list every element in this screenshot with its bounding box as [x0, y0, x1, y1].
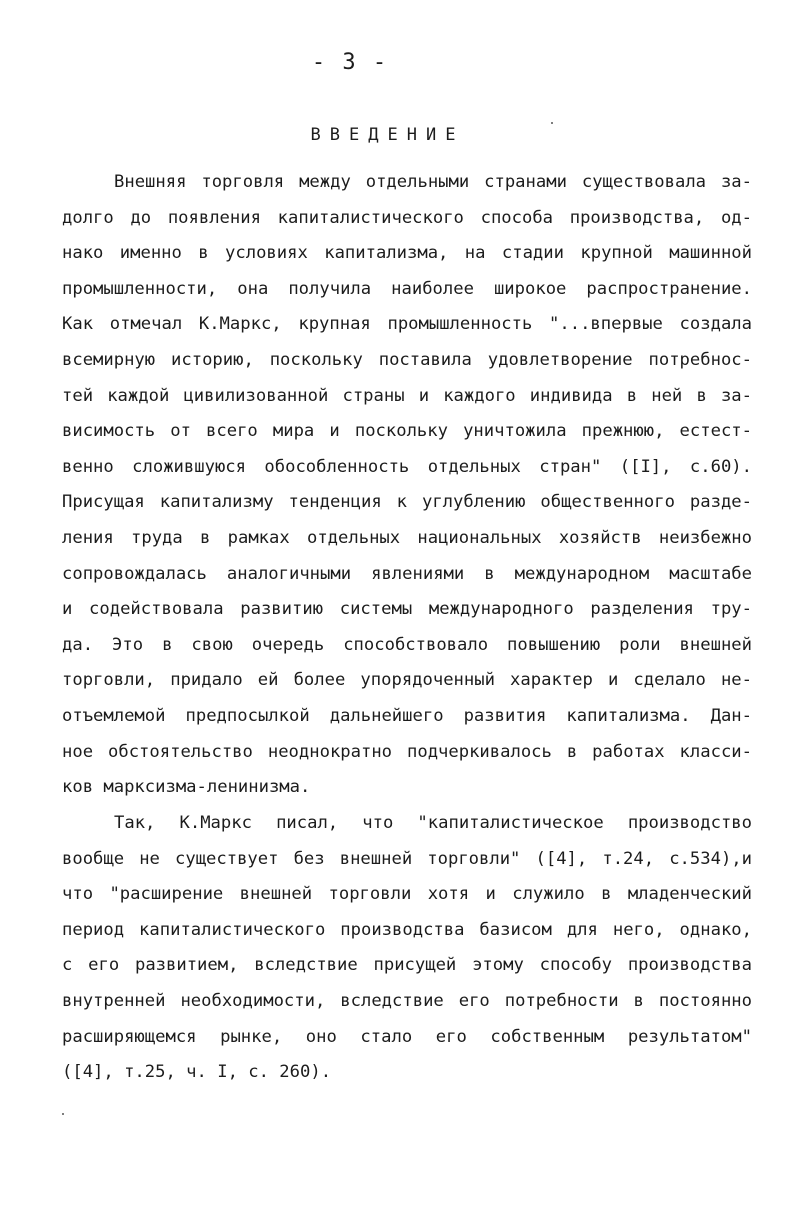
page-number: - 3 -	[311, 50, 389, 75]
section-heading: ВВЕДЕНИЕ	[310, 125, 465, 145]
text-line: Присущая капитализму тенденция к углублению общественного разде-	[62, 492, 752, 513]
text-line: расширяющемся рынке, оно стало его собственным результатом"	[62, 1026, 752, 1047]
paragraph-2	[62, 806, 752, 1091]
text-line: вообще не существует без внешней торговли" ([4], т.24, с.534),и	[62, 848, 752, 869]
text-line: ное обстоятельство неоднократно подчеркивалось в работах класси-	[62, 741, 752, 762]
text-line: тей каждой цивилизованной страны и каждого индивида в ней в за-	[62, 385, 752, 406]
text-line: Так, К.Маркс писал, что "капиталистическое производство	[114, 813, 752, 833]
text-line: Как отмечал К.Маркс, крупная промышленность "...впервые создала	[62, 314, 752, 335]
text-line: всемирную историю, поскольку поставила удовлетворение потребнос-	[62, 349, 752, 370]
text-line: период капиталистического производства базисом для него, однако,	[62, 919, 752, 940]
text-line: ков марксизма-ленинизма.	[62, 777, 311, 798]
paragraph-1	[62, 165, 752, 806]
scan-speck	[551, 122, 553, 124]
text-line: да. Это в свою очередь способствовало повышению роли внешней	[62, 634, 752, 655]
text-line: промышленности, она получила наиболее широкое распространение.	[62, 278, 752, 299]
text-line: что "расширение внешней торговли хотя и служило в младенческий	[62, 884, 752, 905]
text-line: сопровождалась аналогичными явлениями в международном масштабе	[62, 563, 752, 584]
text-line: и содействовала развитию системы международного разделения тру-	[62, 599, 752, 620]
text-line: венно сложившуюся обособленность отдельных стран" ([I], с.60).	[62, 456, 752, 477]
text-line: нако именно в условиях капитализма, на стадии крупной машинной	[62, 243, 752, 264]
text-line: торговли, придало ей более упорядоченный характер и сделало не-	[62, 670, 752, 691]
text-line: висимость от всего мира и поскольку уничтожила прежнюю, естест-	[62, 421, 752, 442]
text-line: отъемлемой предпосылкой дальнейшего развития капитализма. Дан-	[62, 705, 752, 726]
text-line: внутренней необходимости, вследствие его потребности в постоянно	[62, 990, 752, 1011]
text-line: ([4], т.25, ч. I, с. 260).	[62, 1062, 332, 1083]
scan-speck	[62, 1113, 64, 1115]
text-line: с его развитием, вследствие присущей этому способу производства	[62, 955, 752, 976]
text-line: Внешняя торговля между отдельными странами существовала за-	[114, 172, 752, 192]
text-line: долго до появления капиталистического способа производства, од-	[62, 207, 752, 228]
text-line: ления труда в рамках отдельных национальных хозяйств неизбежно	[62, 527, 752, 548]
